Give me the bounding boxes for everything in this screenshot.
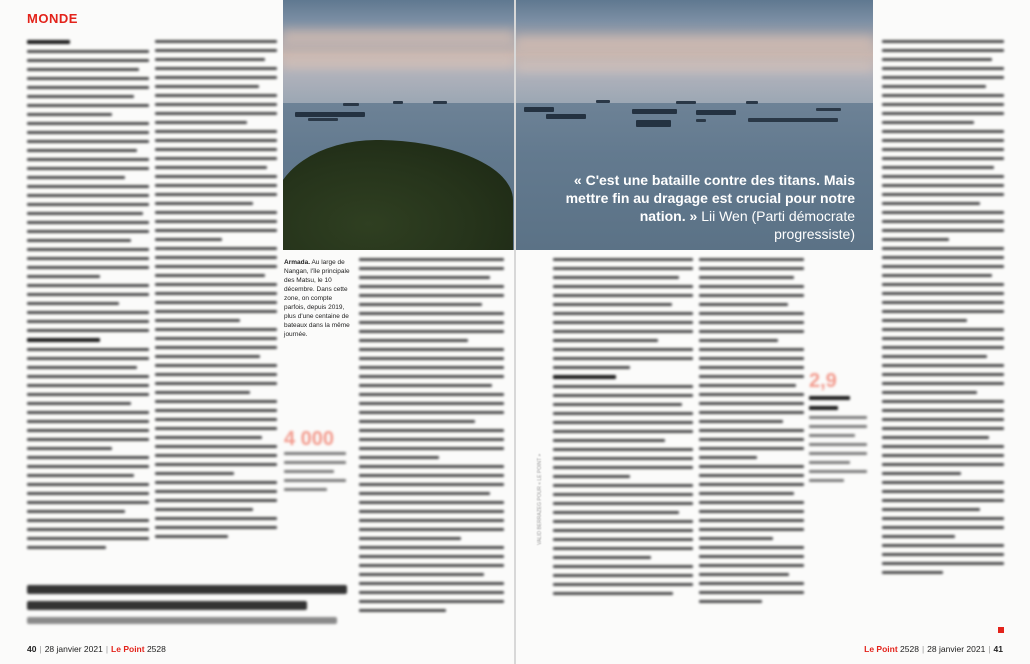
body-column-1 [27, 40, 149, 555]
quote-text: « C'est une bataille contre des titans. Mais mettre fin au dragage est crucial pour notre nation. » [565, 172, 855, 224]
body-column-3 [359, 258, 504, 618]
footer-date-right: 28 janvier 2021 [927, 644, 986, 654]
body-column-2 [155, 40, 277, 544]
photo-caption-head: Armada. [284, 259, 311, 266]
photo-quote [555, 171, 855, 243]
stat-description-left [284, 452, 346, 497]
magazine-name-left: Le Point [111, 644, 145, 654]
photo-credit: VALID BERRAZEG POUR « LE POINT » [537, 453, 543, 545]
body-column-6 [882, 40, 1004, 580]
photo-caption [284, 258, 354, 339]
body-column-5 [699, 258, 804, 609]
footer-right: Le Point 2528 | 28 janvier 2021 | 41 [864, 644, 1003, 654]
left-page [0, 0, 514, 664]
magazine-name-right: Le Point [864, 644, 898, 654]
issue-number-right: 2528 [900, 644, 919, 654]
harbor-photo-left [283, 0, 514, 250]
pullquote [27, 585, 357, 624]
photo-caption-text: Au large de Nangan, l'île principale des Matsu, le 10 décembre. Dans cette zone, on compte parfois, depuis 2019, plus d'une centaine de bateaux dans la même journée. [284, 259, 350, 338]
issue-number-left: 2528 [146, 644, 166, 654]
footer-left: 40 | 28 janvier 2021 | Le Point 2528 [27, 644, 166, 654]
page-number-right: 41 [993, 644, 1003, 654]
section-label: MONDE [27, 11, 78, 26]
stat-description-right [809, 396, 867, 488]
harbor-photo-right [516, 0, 873, 250]
right-page [516, 0, 1030, 664]
page-number-left: 40 [27, 644, 37, 654]
stat-figure-left: 4 000 [284, 428, 335, 450]
footer-date-left: 28 janvier 2021 [44, 644, 103, 654]
stat-figure-right: 2,9 [809, 370, 837, 392]
quote-attribution: Lii Wen (Parti démocrate progressiste) [701, 208, 855, 242]
article-end-mark [998, 627, 1004, 633]
body-column-4 [553, 258, 693, 601]
